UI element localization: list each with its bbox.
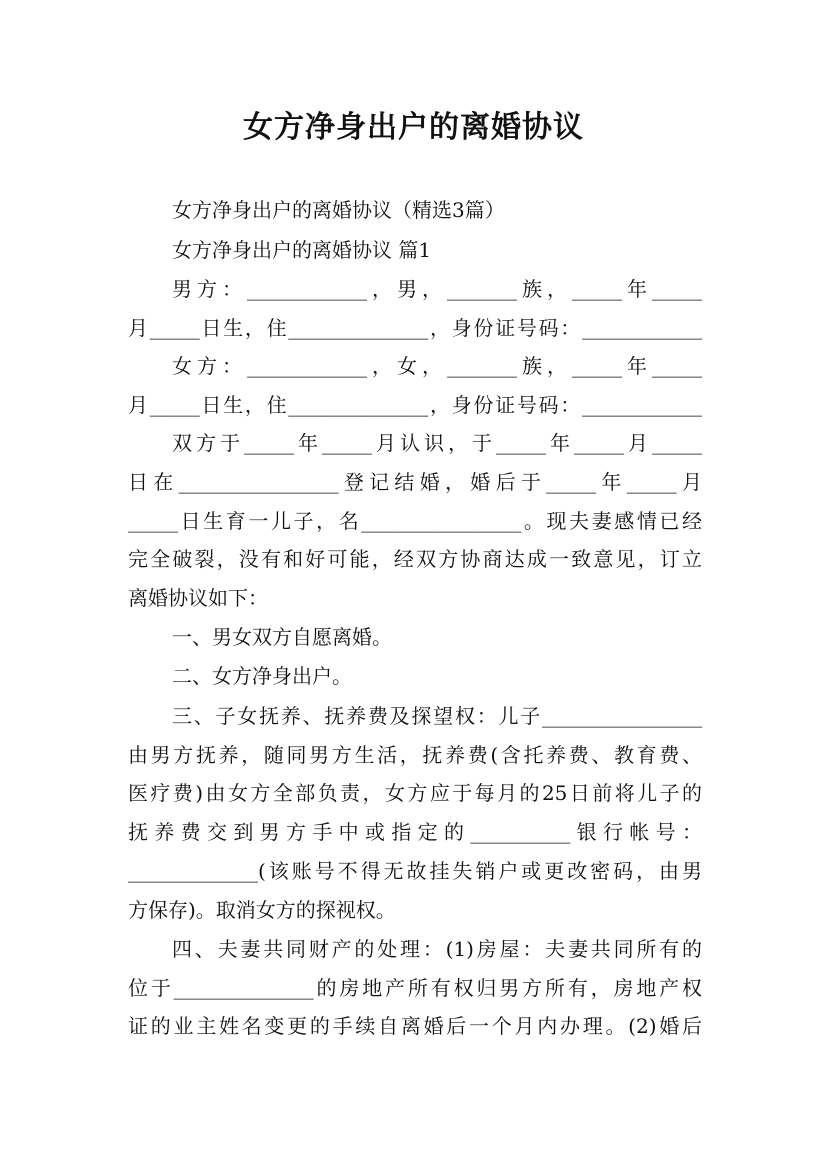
paragraph-line: 抚养费交到男方手中或指定的__________银行帐号： bbox=[128, 820, 702, 844]
paragraph-line: 位于______________的房地产所有权归男方所有，房地产权 bbox=[128, 976, 702, 1000]
document-subtitle: 女方净身出户的离婚协议（精选3篇） bbox=[172, 198, 505, 222]
paragraph-line: 完全破裂，没有和好可能，经双方协商达成一致意见，订立 bbox=[128, 547, 702, 571]
paragraph-line: 医疗费)由女方全部负责，女方应于每月的25日前将儿子的 bbox=[128, 781, 702, 805]
section-heading: 女方净身出户的离婚协议 篇1 bbox=[172, 238, 432, 262]
paragraph-line: 由男方抚养，随同男方生活，抚养费(含托养费、教育费、 bbox=[128, 743, 702, 767]
paragraph-line: 离婚协议如下： bbox=[128, 586, 268, 610]
clause-item: 二、女方净身出户。 bbox=[172, 664, 352, 688]
paragraph-line: 证的业主姓名变更的手续自离婚后一个月内办理。(2)婚后 bbox=[128, 1014, 702, 1038]
document-title: 女方净身出户的离婚协议 bbox=[243, 110, 584, 145]
paragraph-line: 日在________________登记结婚，婚后于_____年_____月 bbox=[128, 470, 702, 494]
paragraph-line: 方保存)。取消女方的探视权。 bbox=[128, 898, 396, 922]
paragraph-line: 双方于_____年_____月认识，于_____年_____月_____ bbox=[172, 431, 702, 455]
paragraph-line: 月_____日生，住______________，身份证号码：____________ bbox=[128, 316, 702, 340]
paragraph-line: 四、夫妻共同财产的处理：(1)房屋：夫妻共同所有的 bbox=[172, 937, 702, 961]
paragraph-line: 三、子女抚养、抚养费及探望权：儿子________________ bbox=[172, 704, 702, 728]
paragraph-line: _____日生育一儿子，名________________。现夫妻感情已经 bbox=[128, 509, 702, 533]
paragraph-line: 月_____日生，住______________，身份证号码：____________ bbox=[128, 393, 702, 417]
paragraph-line: 男方：____________，男，_______族，_____年_____ bbox=[172, 277, 702, 301]
paragraph-line: 女方：____________，女，_______族，_____年_____ bbox=[172, 354, 702, 378]
clause-item: 一、男女双方自愿离婚。 bbox=[172, 625, 392, 649]
paragraph-line: _____________(该账号不得无故挂失销户或更改密码，由男 bbox=[128, 859, 702, 883]
